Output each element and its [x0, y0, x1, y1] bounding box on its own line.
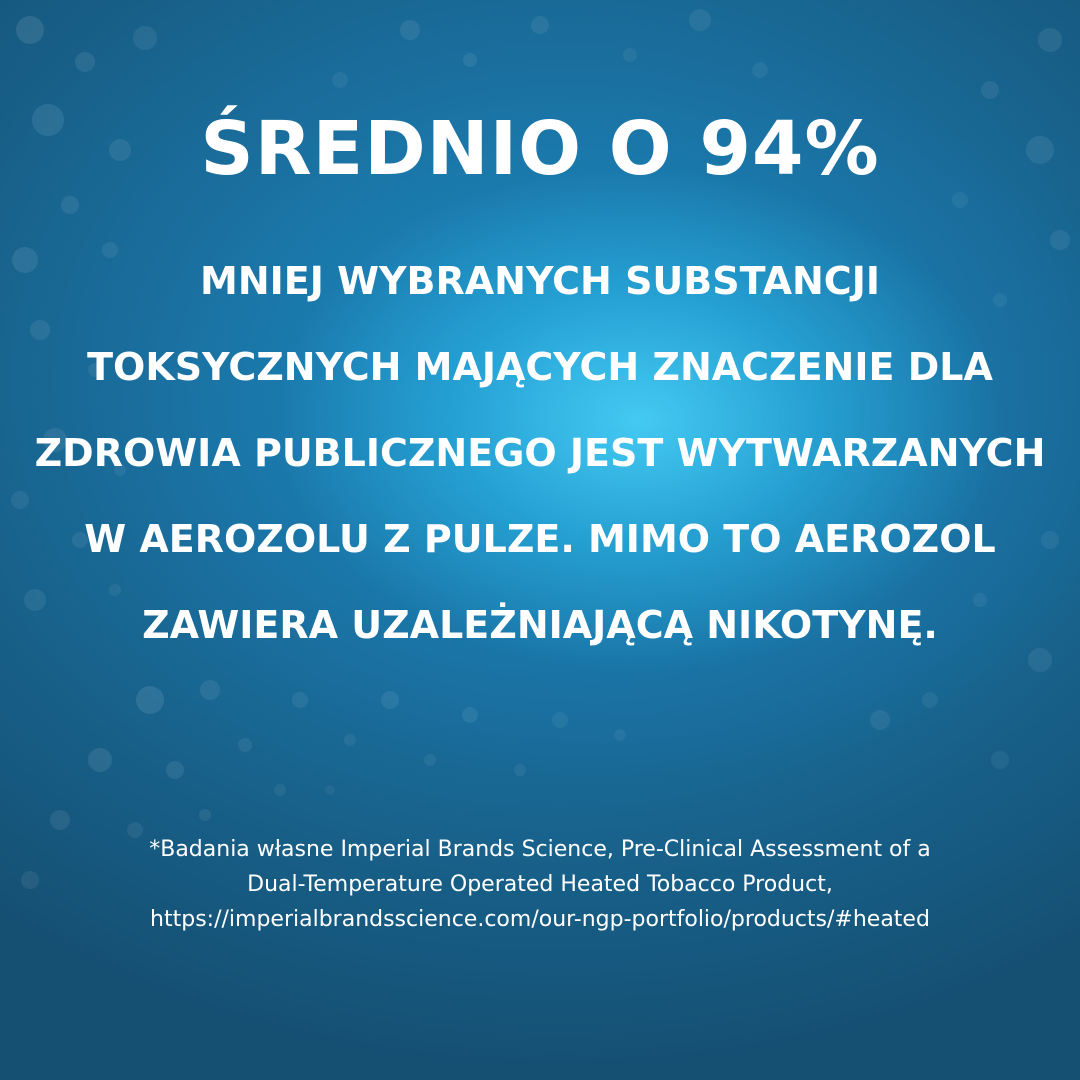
body-line: TOKSYCZNYCH MAJĄCYCH ZNACZENIE DLA: [87, 345, 993, 389]
body-line: ZAWIERA UZALEŻNIAJĄCĄ NIKOTYNĘ.: [142, 603, 938, 647]
headline-stat: ŚREDNIO O 94%: [200, 106, 880, 192]
footnote-line: *Badania własne Imperial Brands Science, Pre-Clinical Assessment of a: [149, 837, 931, 862]
body-line: MNIEJ WYBRANYCH SUBSTANCJI: [200, 259, 880, 303]
footnote-url: https://imperialbrandsscience.com/our-ngp-portfolio/products/#heated: [150, 907, 930, 932]
footnote-line: Dual-Temperature Operated Heated Tobacco Product,: [247, 872, 833, 897]
source-footnote: [40, 832, 1040, 937]
body-statement: [30, 238, 1050, 668]
body-line: W AEROZOLU Z PULZE. MIMO TO AEROZOL: [84, 517, 996, 561]
body-line: ZDROWIA PUBLICZNEGO JEST WYTWARZANYCH: [34, 431, 1046, 475]
